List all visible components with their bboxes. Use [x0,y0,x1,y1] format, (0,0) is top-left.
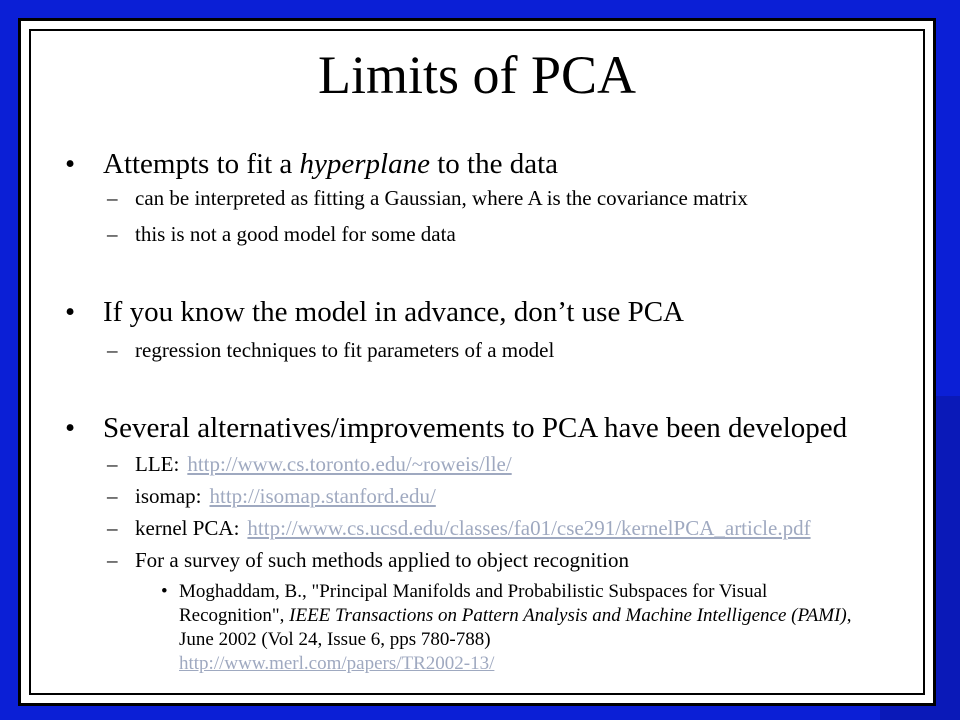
bullet-icon: • [161,581,168,602]
bullet-know-model: • If you know the model in advance, don’t use PCA [65,296,684,328]
sub-bullet-not-good: – this is not a good model for some data [107,222,456,246]
sub-bullet-regression: – regression techniques to fit parameters of a model [107,338,555,362]
merl-paper-link[interactable]: http://www.merl.com/papers/TR2002-13/ [179,653,495,674]
journal-name: IEEE Transactions on Pattern Analysis and Machine Intelligence (PAMI) [289,605,847,626]
hyperplane-term: hyperplane [299,148,430,180]
slide-title: Limits of PCA [317,45,637,105]
reference-moghaddam [161,580,859,676]
reference-text: Moghaddam, B., "Principal Manifolds and Probabilistic Subspaces for Visual Recognition", IEEE Transactions on Pattern Analysis and Machine Intelligence (PAMI), June 2002 (Vol 24, Issue 6, pps 780-788) http://www.merl.com/papers/TR2002-13/ [179,581,852,674]
slide [18,18,936,706]
dash-icon: – [107,516,118,540]
dash-icon: – [107,186,118,210]
dash-icon: – [107,338,118,362]
sub-bullet-survey: – For a survey of such methods applied to object recognition [107,548,629,572]
isomap-link[interactable]: http://isomap.stanford.edu/ [209,484,436,508]
dash-icon: – [107,484,118,508]
kernel-pca-link[interactable]: http://www.cs.ucsd.edu/classes/fa01/cse291/kernelPCA_article.pdf [247,516,811,540]
sub-bullet-gaussian: – can be interpreted as fitting a Gaussian, where A is the covariance matrix [107,186,748,210]
lle-link[interactable]: http://www.cs.toronto.edu/~roweis/lle/ [187,452,512,476]
sub-bullet-lle: – LLE: http://www.cs.toronto.edu/~roweis/lle/ [107,452,512,476]
bullet-icon: • [65,148,76,180]
bullet-icon: • [65,412,76,444]
bullet-alternatives: • Several alternatives/improvements to PCA have been developed [65,412,848,444]
dash-icon: – [107,548,118,572]
dash-icon: – [107,452,118,476]
sub-bullet-isomap: – isomap: http://isomap.stanford.edu/ [107,484,436,508]
bullet-icon: • [65,296,76,328]
sub-bullet-kernel-pca: – kernel PCA: http://www.cs.ucsd.edu/classes/fa01/cse291/kernelPCA_article.pdf [107,516,811,540]
bullet-hyperplane: • Attempts to fit a hyperplane to the data [65,148,559,180]
dash-icon: – [107,222,118,246]
